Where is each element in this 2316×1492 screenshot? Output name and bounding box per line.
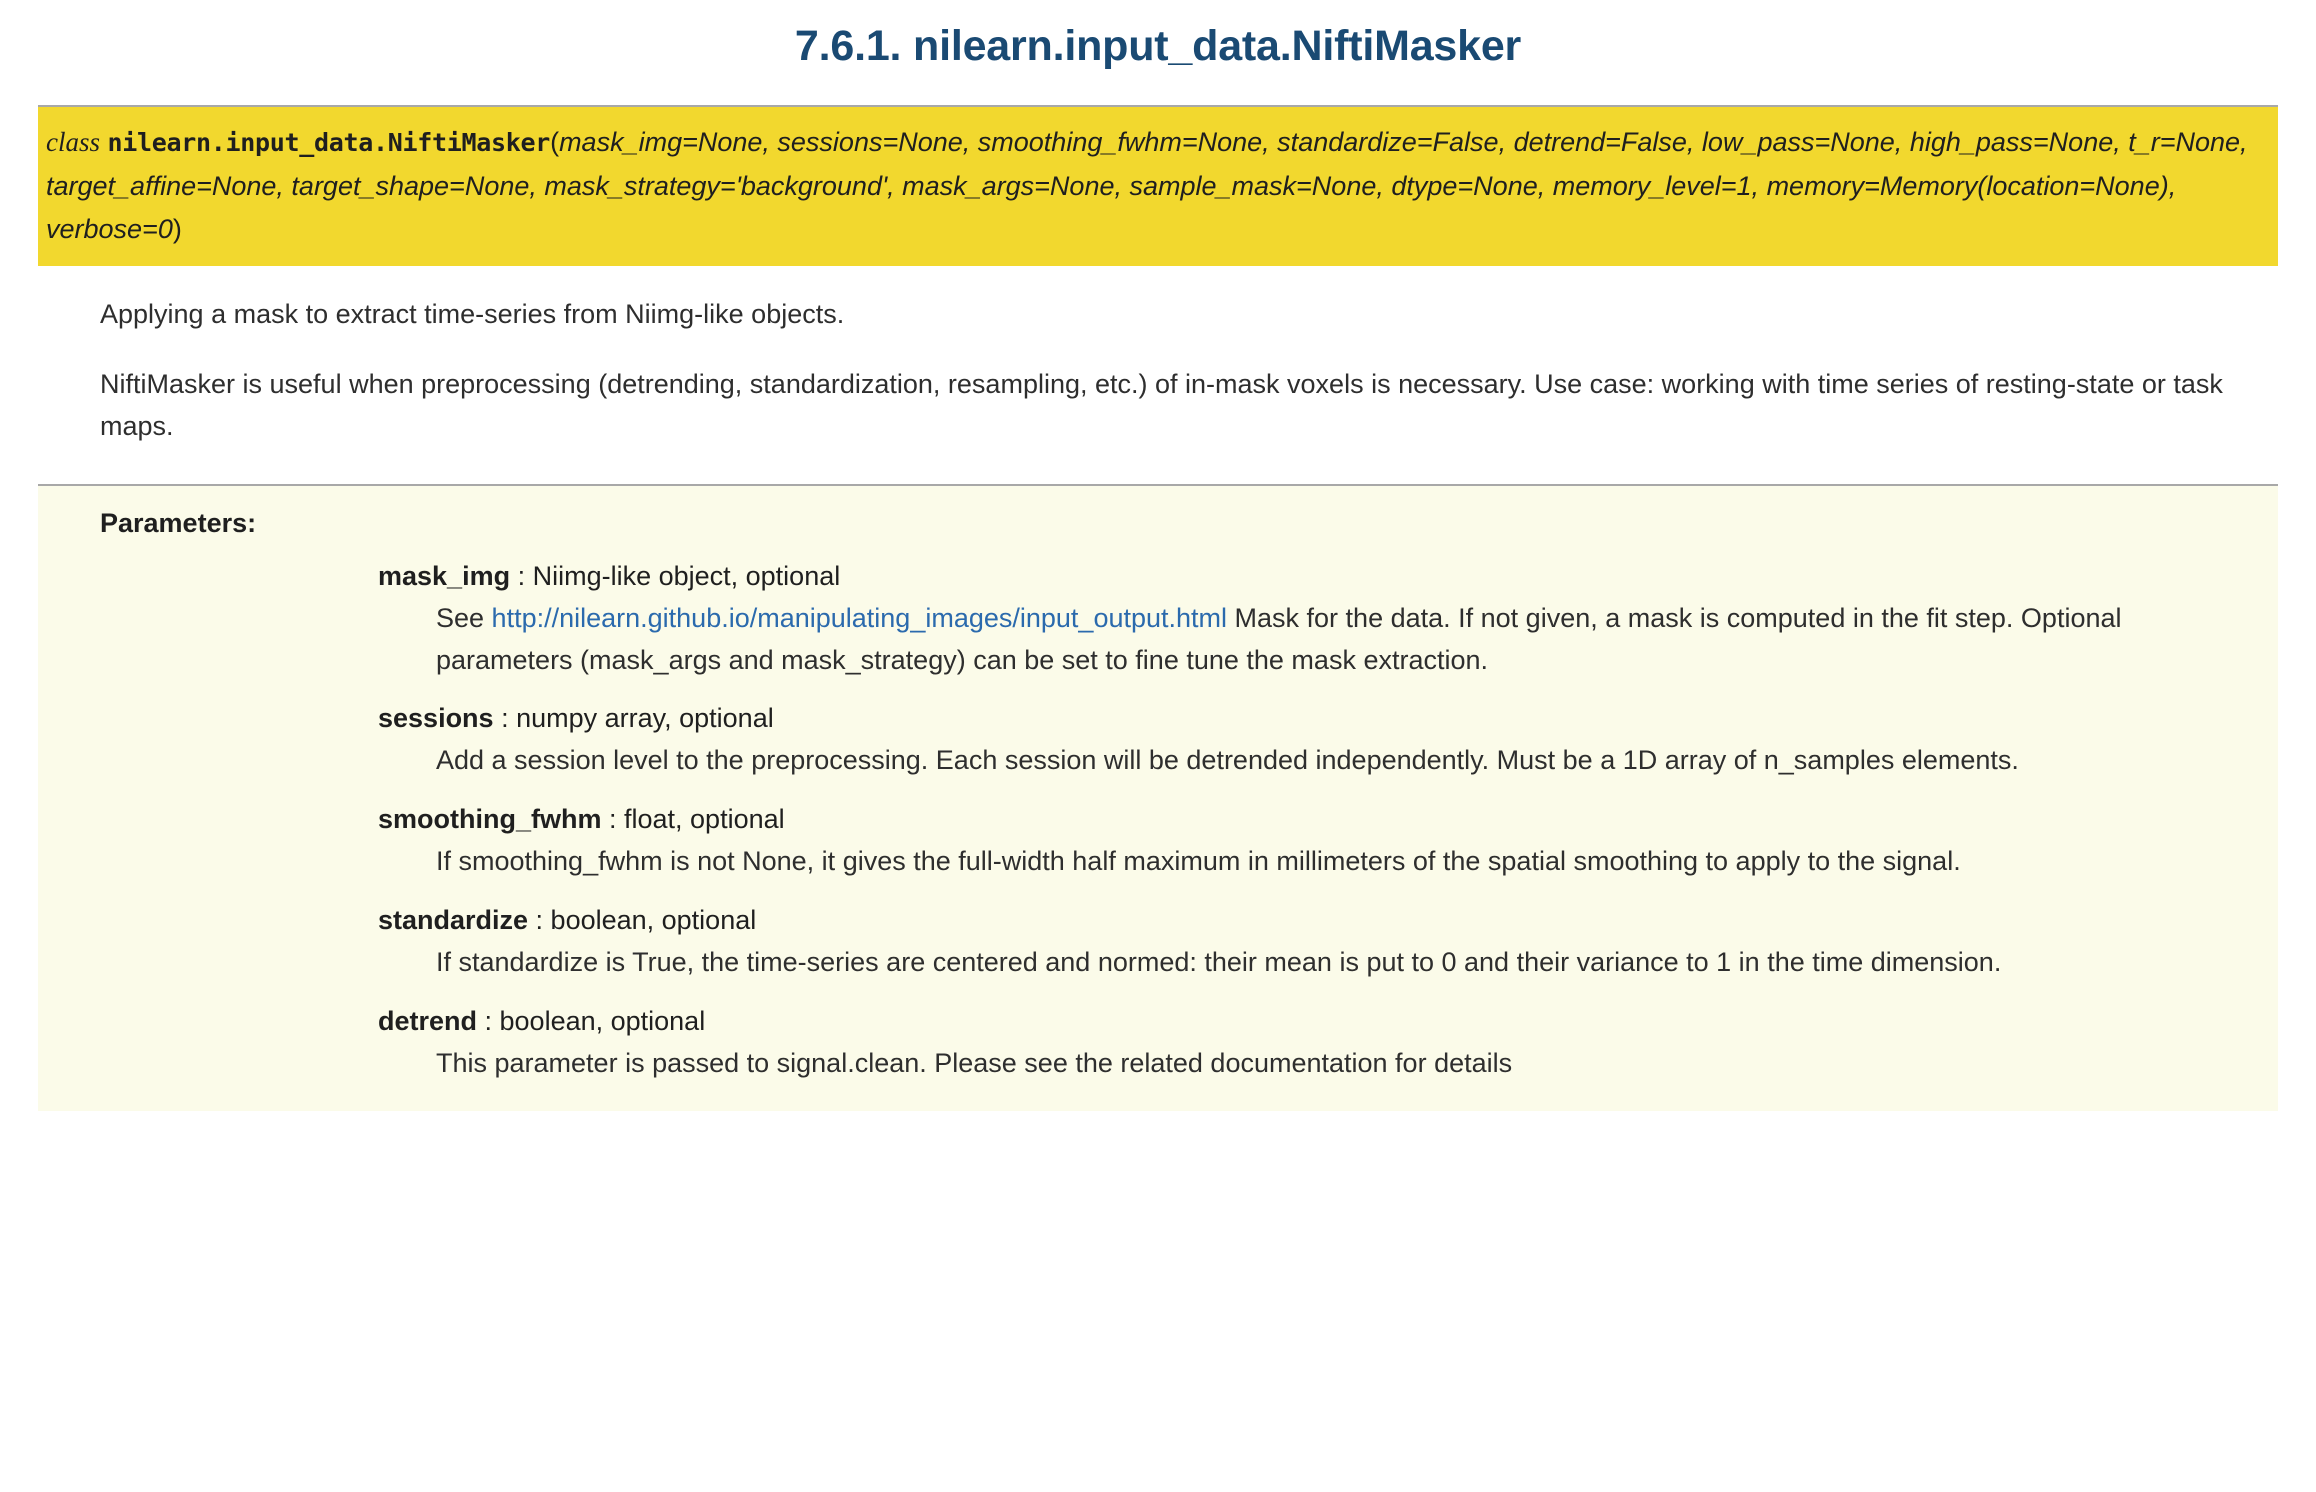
text-before-link: See <box>436 602 492 633</box>
parameter-type: : Niimg-like object, optional <box>510 560 841 591</box>
parameter-item <box>38 703 2278 782</box>
signature-close-paren: ) <box>172 214 182 245</box>
parameter-header <box>378 703 2278 734</box>
parameter-header <box>378 561 2278 592</box>
parameter-name: standardize <box>378 905 529 936</box>
parameter-description <box>436 598 2158 682</box>
parameter-item <box>38 804 2278 883</box>
description-paragraph-2: NiftiMasker is useful when preprocessing (detrending, standardization, resampling, etc.) of in-mask voxels is necessary. Use case: working with time series of resting-state or task maps. <box>100 369 2223 441</box>
parameter-header <box>378 905 2278 936</box>
parameter-description: If smoothing_fwhm is not None, it gives the full-width half maximum in millimeters of the spatial smoothing to apply to the signal. <box>436 846 1961 877</box>
parameter-header <box>378 1006 2278 1037</box>
parameter-type: : boolean, optional <box>528 905 757 936</box>
parameter-description: Add a session level to the preprocessing. Each session will be detrended independently. Must be a 1D array of n_samples elements. <box>436 745 2019 776</box>
parameter-header <box>378 804 2278 835</box>
parameter-type: : float, optional <box>601 804 785 835</box>
parameter-name: sessions <box>378 703 494 734</box>
parameter-item <box>38 905 2278 984</box>
class-signature-block <box>38 105 2278 266</box>
parameter-description: If standardize is True, the time-series are centered and normed: their mean is put to 0 and their variance to 1 in the time dimension. <box>436 947 2002 978</box>
parameters-heading: Parameters: <box>100 507 257 538</box>
documentation-page <box>0 22 2316 1111</box>
parameter-type: : numpy array, optional <box>493 703 774 734</box>
description-paragraph-1: Applying a mask to extract time-series from Niimg-like objects. <box>100 299 845 330</box>
parameter-type: : boolean, optional <box>477 1005 706 1036</box>
parameters-section <box>38 484 2278 1111</box>
page-title: 7.6.1. nilearn.input_data.NiftiMasker <box>794 22 1522 70</box>
signature-open-paren: ( <box>550 127 560 157</box>
parameter-item <box>38 1006 2278 1085</box>
parameter-description: This parameter is passed to signal.clean. Please see the related documentation for details <box>436 1047 1513 1078</box>
text-after-link: Mask for the data. If not given, a mask is computed in the fit step. Optional parameters (mask_args and mask_strategy) can be set to fine tune the mask extraction. <box>436 602 2122 675</box>
signature-parameters: mask_img=None, sessions=None, smoothing_fwhm=None, standardize=False, detrend=False, low_pass=None, high_pass=None, t_r=None, target_affine=None, target_shape=None, mask_strategy='background', mask_args=None, sample_mask=None, dtype=None, memory_level=1, memory=Memory(location=None), verbose=0 <box>46 127 2248 245</box>
parameter-name: smoothing_fwhm <box>378 804 602 835</box>
input-output-doc-link[interactable]: http://nilearn.github.io/manipulating_images/input_output.html <box>491 602 1228 633</box>
parameter-name: mask_img <box>378 560 511 591</box>
class-keyword: class <box>46 127 100 157</box>
class-qualified-name: nilearn.input_data.NiftiMasker <box>107 128 551 157</box>
parameter-name: detrend <box>378 1005 478 1036</box>
class-description <box>100 294 2256 448</box>
parameter-item <box>38 561 2278 682</box>
